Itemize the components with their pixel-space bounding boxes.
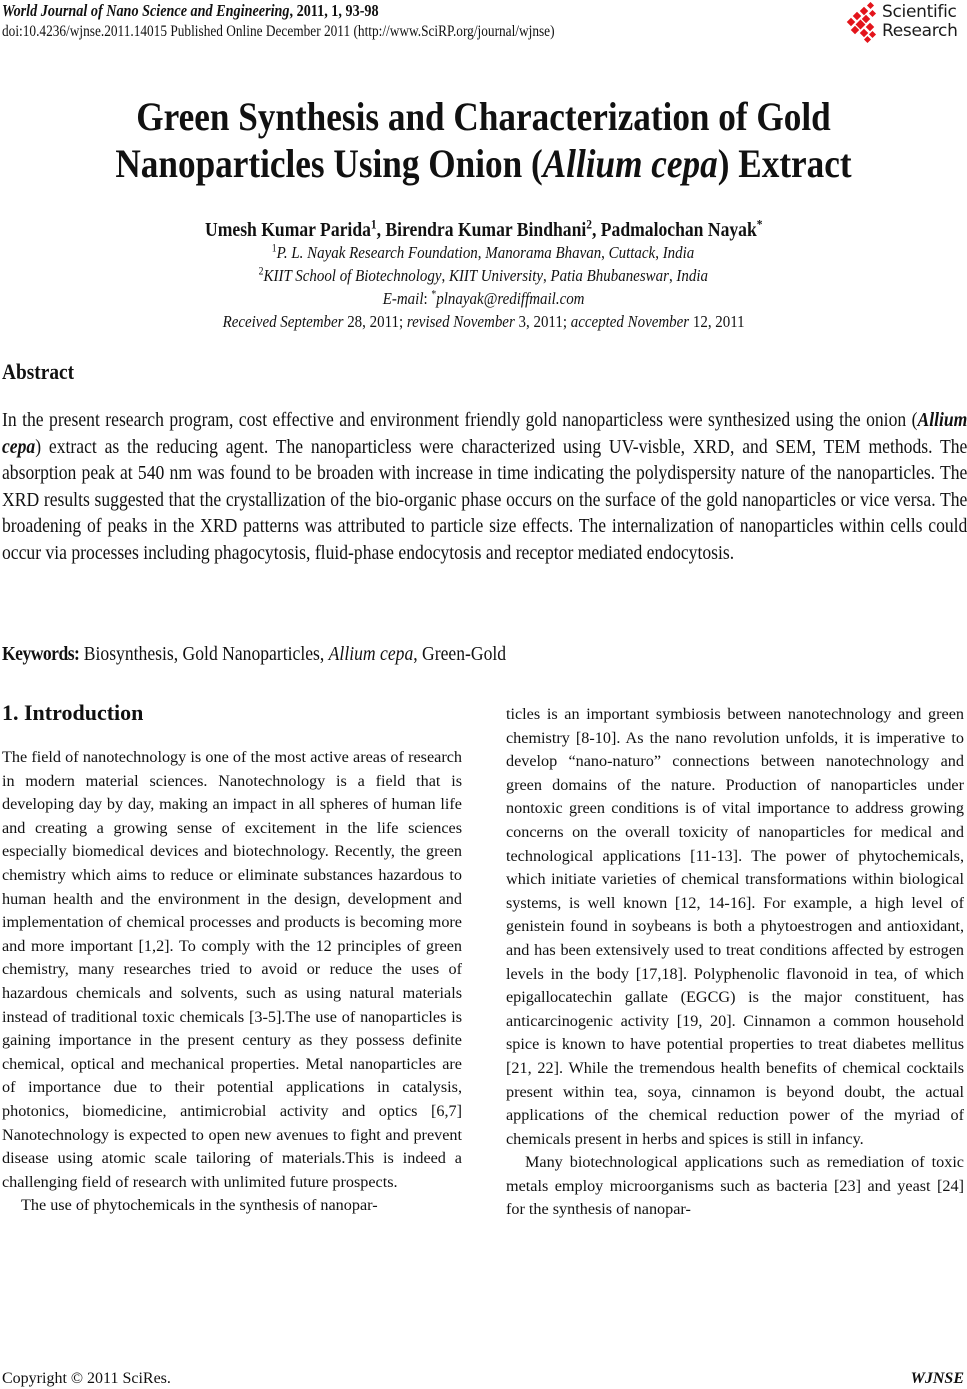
- author-list: Umesh Kumar Parida$^1$, Birendra Kumar Bindhani$^2$, Padmalochan Nayak*: [204, 216, 763, 241]
- title-line-1: Green Synthesis and Characterization of Gold: [136, 94, 831, 139]
- author-name: Birendra Kumar Bindhani: [385, 219, 587, 241]
- submission-dates: Received September 28, 2011; revised November 3, 2011; accepted November 12, 2011: [222, 312, 745, 331]
- email-link[interactable]: plnayak@rediffmail.com: [436, 289, 585, 308]
- paper-title: [0, 93, 967, 187]
- diamond-cluster-logo-icon: [846, 2, 880, 44]
- journal-abbreviation: WJNSE: [910, 1370, 964, 1387]
- email-line: E-mail: *plnayak@rediffmail.com: [382, 288, 585, 308]
- abstract-heading: Abstract: [2, 359, 75, 384]
- publisher-logo: [846, 2, 967, 44]
- paragraph: The field of nanotechnology is one of the most active areas of research in modern material sciences. Nanotechnology is a field that is developing day by day, making an impact in all spheres of human life and creating a growing sense of excitement in the life sciences especially biomedical devices and biotechnology. Recently, the green chemistry which aims to reduce or eliminate substances hazardous to human health and the environment in the design, development and implementation of chemical processes and products is becoming more and more important [1,2]. To comply with the 12 principles of green chemistry, many researches tried to avoid or reduce the uses of hazardous chemicals and solvents, such as using natural materials instead of traditional toxic chemicals [3-5].The use of nanoparticles is gaining importance in the present century as they possess definite chemical, optical and mechanical properties. Metal nanoparticles are of importance due to their potential applications in catalysis, photonics, biomedicine, antimicrobial activity and optics [6,7] Nanotechnology is expected to open new avenues to fight and prevent disease using atomic scale tailoring of materials.This is indeed a challenging field of research with unlimited future prospects.: [2, 748, 462, 1191]
- journal-name: World Journal of Nano Science and Engineering: [2, 1, 290, 20]
- journal-volume-pages: , 2011, 1, 93-98: [289, 1, 379, 20]
- affiliation-1: $^1$P. L. Nayak Research Foundation, Manorama Bhavan, Cuttack, India: [272, 242, 695, 262]
- abstract-species-name: Allium cepa: [2, 409, 967, 458]
- doi-line: doi:10.4236/wjnse.2011.14015 Published Online December 2011 (http://www.SciRP.org/journal/wjnse): [2, 23, 555, 40]
- paragraph: The use of phytochemicals in the synthesis of nanopar-: [21, 1196, 378, 1215]
- paragraph: Many biotechnological applications such as remediation of toxic metals employ microorganisms such as bacteria [23] and yeast [24] for the synthesis of nanopar-: [506, 1153, 964, 1219]
- section-heading-introduction: 1. Introduction: [2, 700, 144, 725]
- body-column-left: [2, 746, 462, 1218]
- title-species-name: Allium cepa: [542, 141, 718, 186]
- keywords-label: Keywords:: [2, 643, 80, 665]
- copyright-notice: Copyright © 2011 SciRes.: [2, 1370, 171, 1387]
- affiliation-2: $^2$KIIT School of Biotechnology, KIIT University, Patia Bhubaneswar, India: [258, 265, 709, 285]
- author-name: Padmalochan Nayak: [600, 219, 757, 241]
- title-line-2: Nanoparticles Using Onion (Allium cepa) Extract: [115, 141, 852, 186]
- logo-text-line2: Research: [882, 21, 958, 41]
- author-name: Umesh Kumar Parida: [204, 219, 371, 241]
- body-column-right: [506, 703, 964, 1222]
- journal-citation: [2, 1, 379, 21]
- logo-text-line1: Scientific: [882, 2, 957, 22]
- keywords: Keywords: Biosynthesis, Gold Nanoparticles, Allium cepa, Green-Gold: [2, 643, 507, 665]
- paragraph: ticles is an important symbiosis between nanotechnology and green chemistry [8-10]. As the nano revolution unfolds, it is imperative to develop “nano-naturo” connections between nanotechnology and green domains of the nature. Production of nanoparticles under nontoxic green conditions is of vital importance to address growing concerns on the overall toxicity of nanoparticles for medical and technological applications [11-13]. The power of phytochemicals, which initiate varieties of chemical transformations within biological systems, is well known [12, 14-16]. For example, a high level of genistein found in soybeans is both a phytoestrogen and antioxidant, and has been extensively used to treat conditions affected by estrogen levels in the body [17,18]. Polyphenolic flavonoid in tea, of which epigallocatechin gallate (EGCG) is the major constituent, has anticarcinogenic activity [19, 20]. Cinnamon a common household spice is known to have potential properties to treat diabetes mellitus [21, 22]. While the tremendous health benefits of chemical cocktails present within tea, soya, cinnamon is beyond doubt, the actual applications of the chemical reduction power of the myriad of chemicals present in herbs and spices is still in infancy.: [506, 705, 964, 1148]
- abstract-body: In the present research program, cost effective and environment friendly gold nanoparticless were synthesized using the onion (Allium cepa) extract as the reducing agent. The nanoparticless were characterized using UV-visble, XRD, and SEM, TEM methods. The absorption peak at 540 nm was found to be broaden with increase in time indicating the polydispersity nature of the nanoparticles. The XRD results suggested that the crystallization of the bio-organic phase occurs on the surface of the gold nanoparticles or vice versa. The broadening of peaks in the XRD patterns was attributed to particle size effects. The internalization of nanoparticles within cells could occur via processes including phagocytosis, fluid-phase endocytosis and receptor mediated endocytosis.: [2, 409, 967, 564]
